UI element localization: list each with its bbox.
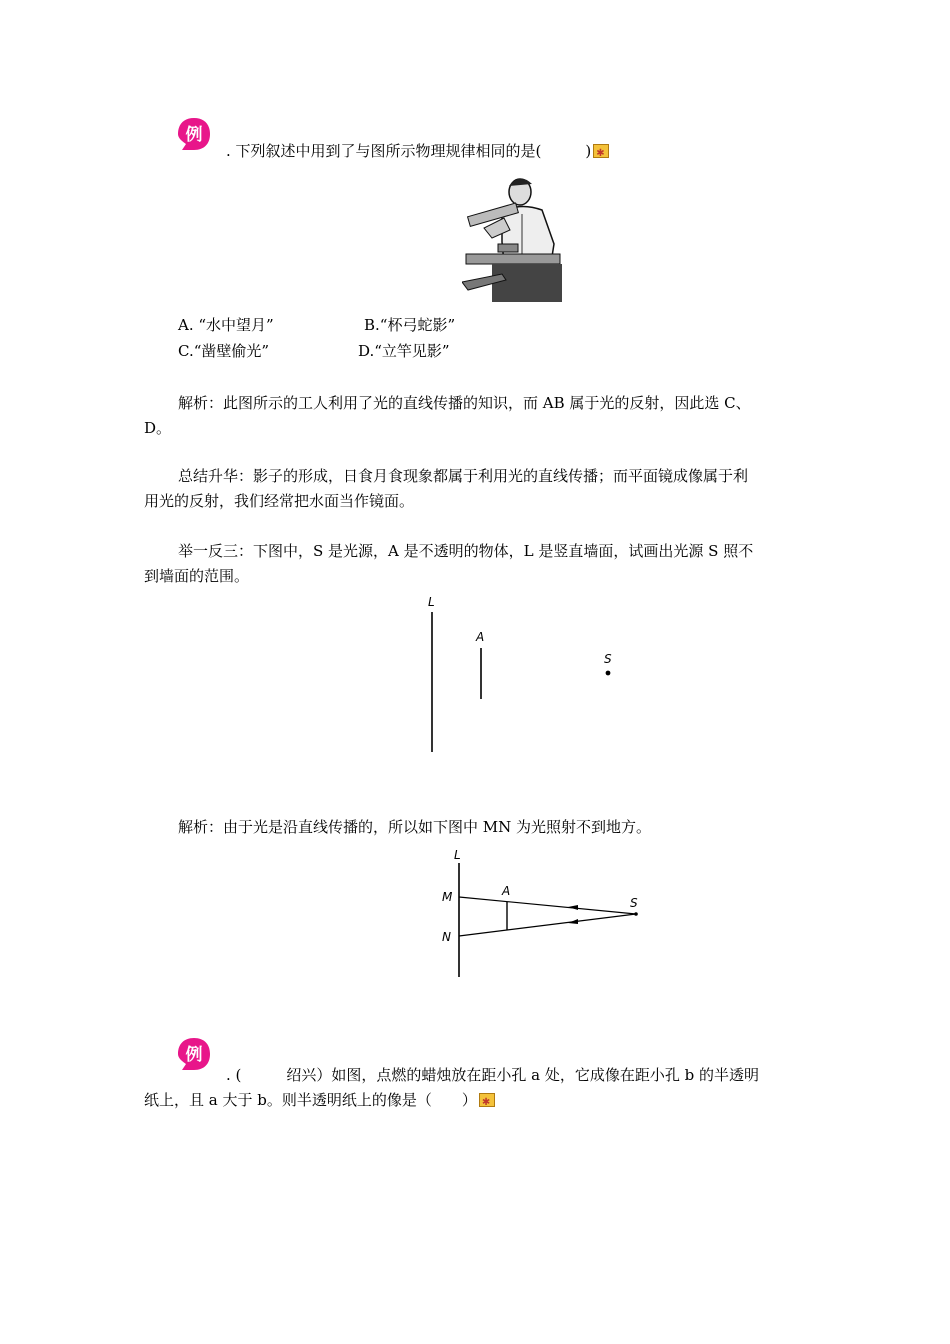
example2-question-line-1: . ( 绍兴）如图，点燃的蜡烛放在距小孔 a 处，它成像在距小孔 b 的半透明 — [226, 1066, 760, 1084]
example-badge-icon — [176, 116, 212, 152]
summary-line-2: 用光的反射，我们经常把水面当作镜面。 — [144, 492, 415, 510]
summary-line-1: 总结升华：影子的形成，日食月食现象都属于利用光的直线传播；而平面镜成像属于利 — [178, 467, 749, 485]
light-source-point-2 — [634, 912, 638, 916]
ray-top — [459, 897, 636, 914]
audio-speaker-icon[interactable] — [593, 144, 609, 158]
svg-text:例: 例 — [185, 1045, 203, 1065]
point-n-label: N — [442, 930, 451, 944]
question-text: . 下列叙述中用到了与图所示物理规律相同的是( — [226, 142, 542, 160]
shadow-region-diagram — [436, 845, 646, 980]
source-label-2: S — [630, 896, 638, 910]
practice-line-2: 到墙面的范围。 — [144, 567, 250, 585]
option-c: C.“凿壁偷光” — [178, 342, 270, 360]
option-d: D.“立竿见影” — [358, 342, 450, 360]
svg-text:例: 例 — [185, 125, 203, 145]
example2-question-text: 纸上，且 a 大于 b。则半透明纸上的像是（ — [144, 1091, 432, 1109]
analysis-line-2: D。 — [144, 419, 172, 437]
light-source-diagram — [410, 590, 630, 760]
ray-bottom-arrow-icon — [568, 919, 578, 924]
wall-label: L — [428, 595, 435, 609]
light-source-point — [606, 671, 611, 676]
example1-question — [226, 140, 609, 162]
analysis-line-1: 解析：此图所示的工人利用了光的直线传播的知识，而 AB 属于光的反射，因此选 C、 — [178, 394, 751, 412]
ray-bottom — [459, 914, 636, 936]
wall-label-2: L — [454, 848, 461, 862]
example2-badge-icon — [176, 1036, 212, 1072]
audio-speaker-icon-2[interactable] — [479, 1093, 495, 1107]
option-a: A. “水中望月” — [178, 316, 274, 334]
worker-sighting-illustration — [462, 172, 574, 304]
source-label: S — [604, 652, 612, 666]
object-label-2: A — [502, 884, 511, 898]
option-b: B.“杯弓蛇影” — [364, 316, 456, 334]
object-label: A — [476, 630, 485, 644]
practice-line-1: 举一反三：下图中，S 是光源，A 是不透明的物体，L 是竖直墙面，试画出光源 S 照不 — [178, 542, 754, 560]
analysis2-line: 解析：由于光是沿直线传播的，所以如下图中 MN 为光照射不到地方。 — [178, 818, 652, 836]
question-paren: ) — [585, 142, 592, 160]
example2-paren: ） — [461, 1091, 477, 1109]
point-m-label: M — [442, 890, 453, 904]
example2-question-line-2 — [144, 1089, 495, 1111]
